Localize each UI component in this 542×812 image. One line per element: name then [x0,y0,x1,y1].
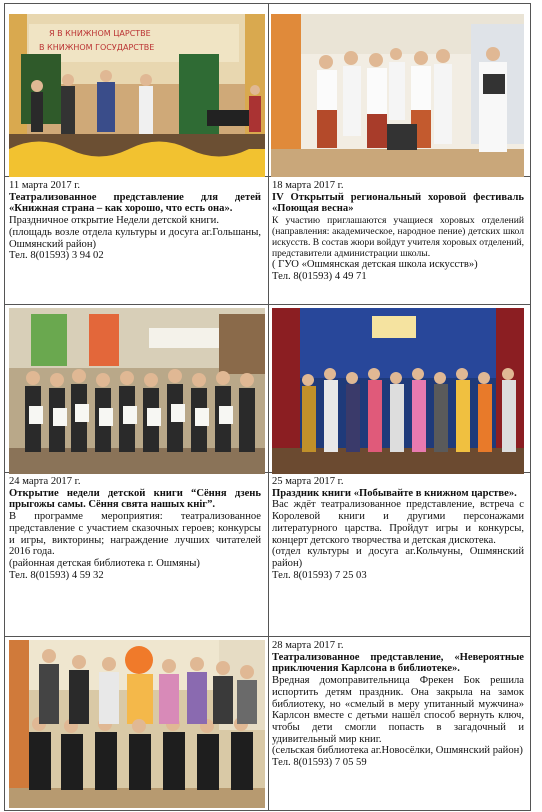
event-date: 25 марта 2017 г. [272,476,344,487]
event-phone: Тел. 8(01593) 4 49 71 [272,270,367,282]
event-cell-2 [272,180,524,283]
event-cell-4 [272,476,524,581]
event-phone: Тел. 8(01593) 4 59 32 [9,569,104,581]
photo-book-week-opening [9,308,265,474]
photo-choir-festival [271,14,524,177]
event-phone: Тел. 8(01593) 7 25 03 [272,569,367,581]
event-description: Праздничное открытие Недели детской книги. [9,215,219,227]
event-title: Театрализованное представление для детей «Книжная страна – как хорошо, что есть она». [9,191,261,215]
event-venue: (сельская библиотека аг.Новосёлки, Ошмянский район) [272,745,523,757]
event-date: 18 марта 2017 г. [272,180,344,191]
photo-carlson-performance [9,640,265,808]
event-venue: (районная детская библиотека г. Ошмяны) [9,557,200,569]
event-date: 11 марта 2017 г. [9,180,81,191]
photo-stage-performance [9,14,265,177]
event-cell-3 [9,476,261,581]
event-date: 28 марта 2017 г. [272,640,344,651]
event-venue: ( ГУО «Ошмянская детская школа искусств») [272,259,478,271]
event-title: Праздник книги «Побывайте в книжном царстве». [272,487,517,499]
photo-book-kingdom-festival [272,308,524,474]
row-divider [5,636,530,637]
event-phone: Тел. 8(01593) 7 05 59 [272,757,367,769]
event-description: К участию приглашаются учащиеся хоровых отделений (направления: академическое, народное пение) детских школ искусств. В состав жюри войдут учителя хоровых отделений, представители администрации школы. [272,215,524,260]
event-description: В программе мероприятия: театрализованное представление с участием сказочных героев; конкурсы и игры, викторины; награждение лучших читателей 2016 года. [9,511,261,558]
event-venue: (отдел культуры и досуга аг.Кольчуны, Ошмянский район) [272,546,524,569]
event-title: IV Открытый региональный хоровой фестиваль «Поющая весна» [272,191,524,215]
stage-banner-line1: Я В КНИЖНОМ ЦАРСТВЕ [49,29,151,38]
column-divider [268,4,269,810]
event-cell-5 [272,640,524,769]
event-phone: Тел. 8(01593) 3 94 02 [9,250,104,262]
event-title: Открытие недели детской книги “Сёння дзень прыгожы самы. Сёння свята нашых кніг”. [9,487,261,511]
event-description: Вас ждёт театрализованное представление, встреча с Королевой книги и другими персонажами литературного царства. Пройдут игры и конкурсы, концерт детского творчества и детская дискотека. [272,499,524,546]
event-cell-1 [9,180,261,262]
event-description: Вредная домоправительница Фрекен Бок решила испортить детям праздник. Она закрыла на замок библиотеку, но «смелый в меру упитанный мужчина» Карлсон вместе с детьми нашёл способ вернуть ключ, чтобы дети смогли попасть в загадочный и удивительный мир книг. [272,675,524,745]
stage-banner-line2: В КНИЖНОМ ГОСУДАРСТВЕ [39,43,155,52]
event-venue: (площадь возле отдела культуры и досуга аг.Гольшаны, Ошмянский район) [9,226,261,250]
event-date: 24 марта 2017 г. [9,476,81,487]
event-title: Театрализованное представление, «Невероятные приключения Карлсона в библиотеке». [272,651,524,675]
row-divider [5,304,530,305]
